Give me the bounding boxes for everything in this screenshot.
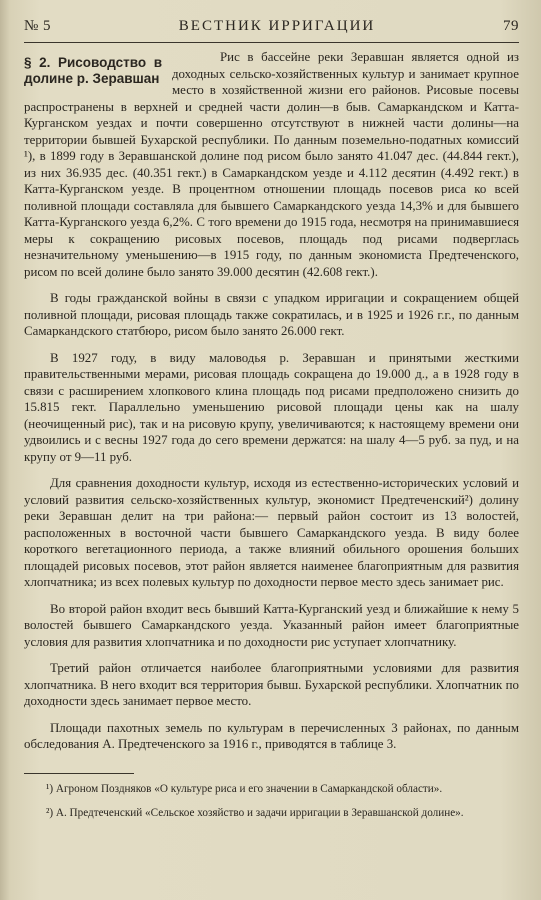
paragraph-5: Во второй район входит весь бывший Катта-Курганский уезд и ближайшие к нему 5 волостей бывшего Самаркандского уезда. Указанный район имеет благоприятные условия для развития хлопчатника и по доходности рис уступает хлопчатнику. <box>24 601 519 649</box>
paragraph-4: Для сравнения доходности культур, исходя из естественно-исторических условий и условий развития сельско-хозяйственных культур, экономист Предтеченский²) долину реки Зеравшан делит на три района:— первый район состоит из 13 волостей, расположенных в восточной части бывшего Самаркандского уезда. В виду более короткого вегетационного периода, а также влияний обильного орошения больших площадей рисовых посевов, этот район является наименее благоприятным для развития хлопчатника; из всех полевых культур по доходности первое место здесь занимает рис. <box>24 476 519 589</box>
footnote-2: ²) А. Предтеченский «Сельское хозяйство и задачи ирригации в Зеравшанской долине». <box>46 807 464 819</box>
article-body <box>24 49 519 821</box>
paragraph-6: Третий район отличается наиболее благоприятными условиями для развития хлопчатника. В него входит вся территория бывш. Бухарской республики. Хлопчатник по доходности здесь занимает первое место. <box>24 661 519 708</box>
footnotes <box>24 773 519 821</box>
paragraph-2: В годы гражданской войны в связи с упадком ирригации и сокращением общей поливной площади, рисовая площадь также сократилась, и в 1925 и 1926 г.г., по данным Самаркандского статбюро, рисом было занято 26.000 гект. <box>24 291 519 338</box>
page-number: 79 <box>502 18 519 34</box>
issue-number: № 5 <box>24 18 52 34</box>
paragraph-1: Рис в бассейне реки Зеравшан является одной из доходных сельско-хозяйственных культур и занимает крупное место в хозяйственной жизни его районов. Рисовые посевы распространены в верхней и средней части долин—в быв. Самаркандском и Катта-Курганском уездах и почти совершенно отсутствуют в нижней части долины—на территории бывшей Бухарской республики. По данным поземельно-податных комиссий ¹), в 1899 году в Зеравшанской долине под рисом было занято 41.047 дес. (44.844 гект.), из них 36.935 дес. (40.351 гект.) в Самаркандском уезде и 4.112 десятин (4.492 гект.) в Катта-Курганском уезде. В процентном отношении площадь посевов риса ко всей поливной площади составляла для бывшего Самаркандского уезда 14,3% и для бывшего Катта-Курганского уезда 6,2%. С того времени до 1915 года, несмотря на принимавшиеся меры к сокращению рисовых посевов, площадь под рисами подверглась незначительному уменьшению—в 1915 году, по данным экономиста Предтеченского, рисом по всей долине было занято 39.000 десятин (42.608 гект.). <box>24 50 519 279</box>
section-heading: § 2. Рисоводство в долине р. Зеравшан <box>24 55 162 86</box>
journal-title: ВЕСТНИК ИРРИГАЦИИ <box>178 18 376 34</box>
footnote-divider <box>24 773 134 774</box>
footnote-1: ¹) Агроном Поздняков «О культуре риса и его значении в Самаркандской области». <box>46 782 443 795</box>
paragraph-7: Площади пахотных земель по культурам в перечисленных 3 районах, по данным обследования А. Предтеченского за 1916 г., приводятся в таблице 3. <box>24 720 519 751</box>
page-header <box>24 18 519 43</box>
paragraph-3: В 1927 году, в виду маловодья р. Зеравшан и принятыми жесткими правительственными мерами, рисовая площадь сокращена до 19.000 д., а в 1928 году в связи с расширением хлопкового клина площадь под рисами предположено снизить до 15.815 гект. Параллельно уменьшению рисовой площади цены как на шалу (неочищенный рис), так и на рисовую крупу, увеличиваются; к настоящему времени они удвоились и с весны 1927 года до сего времени держатся: на шалу 4—5 руб. за пуд, и на крупу от 9—11 руб. <box>24 350 519 464</box>
